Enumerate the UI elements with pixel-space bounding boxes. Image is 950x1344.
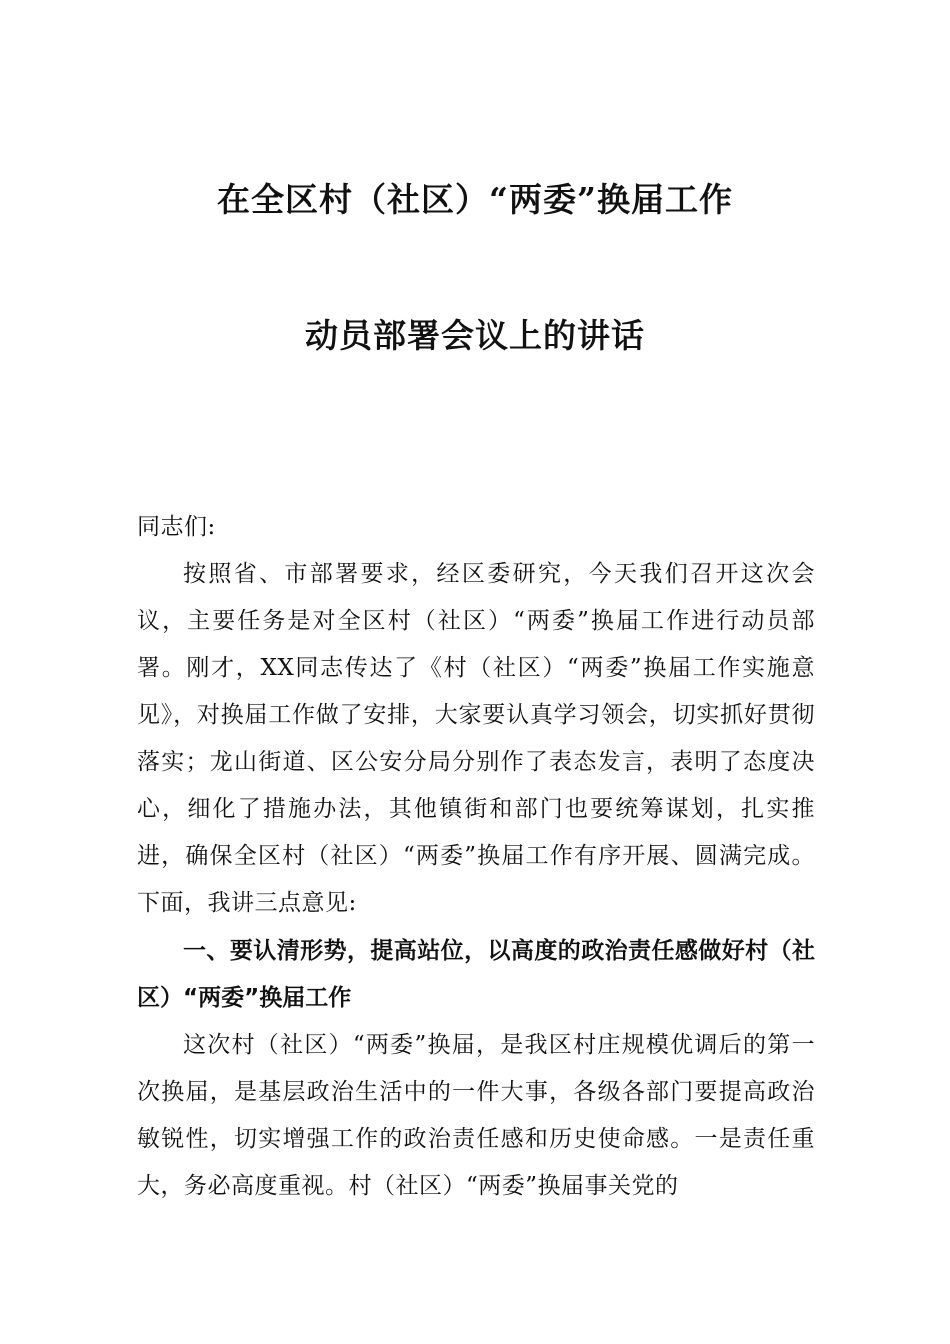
document-title-line-1: 在全区村（社区）“两委”换届工作 (217, 180, 733, 219)
salutation: 同志们: (137, 514, 216, 540)
paragraph-intro: 按照省、市部署要求，经区委研究，今天我们召开这次会议，主要任务是对全区村（社区）“两委”换届工作进行动员部署。刚才，XX同志传达了《村（社区）“两委”换届工作实施意见》，对换届工作做了安排，大家要认真学习领会，切实抓好贯彻落实；龙山街道、区公安分局分别作了表态发言，表明了态度决心，细化了措施办法，其他镇街和部门也要统筹谋划，扎实推进，确保全区村（社区）“两委”换届工作有序开展、圆满完成。下面，我讲三点意见: (137, 561, 815, 916)
section-heading-1: 一、要认清形势，提高站位，以高度的政治责任感做好村（社区）“两委”换届工作 (137, 938, 815, 1011)
paragraph-section-1: 这次村（社区）“两委”换届，是我区村庄规模优调后的第一次换届，是基层政治生活中的一件大事，各级各部门要提高政治敏锐性，切实增强工作的政治责任感和历史使命感。一是责任重大，务必高度重视。村（社区）“两委”换届事关党的 (137, 1032, 815, 1199)
document-title-line-2: 动员部署会议上的讲话 (305, 316, 645, 355)
